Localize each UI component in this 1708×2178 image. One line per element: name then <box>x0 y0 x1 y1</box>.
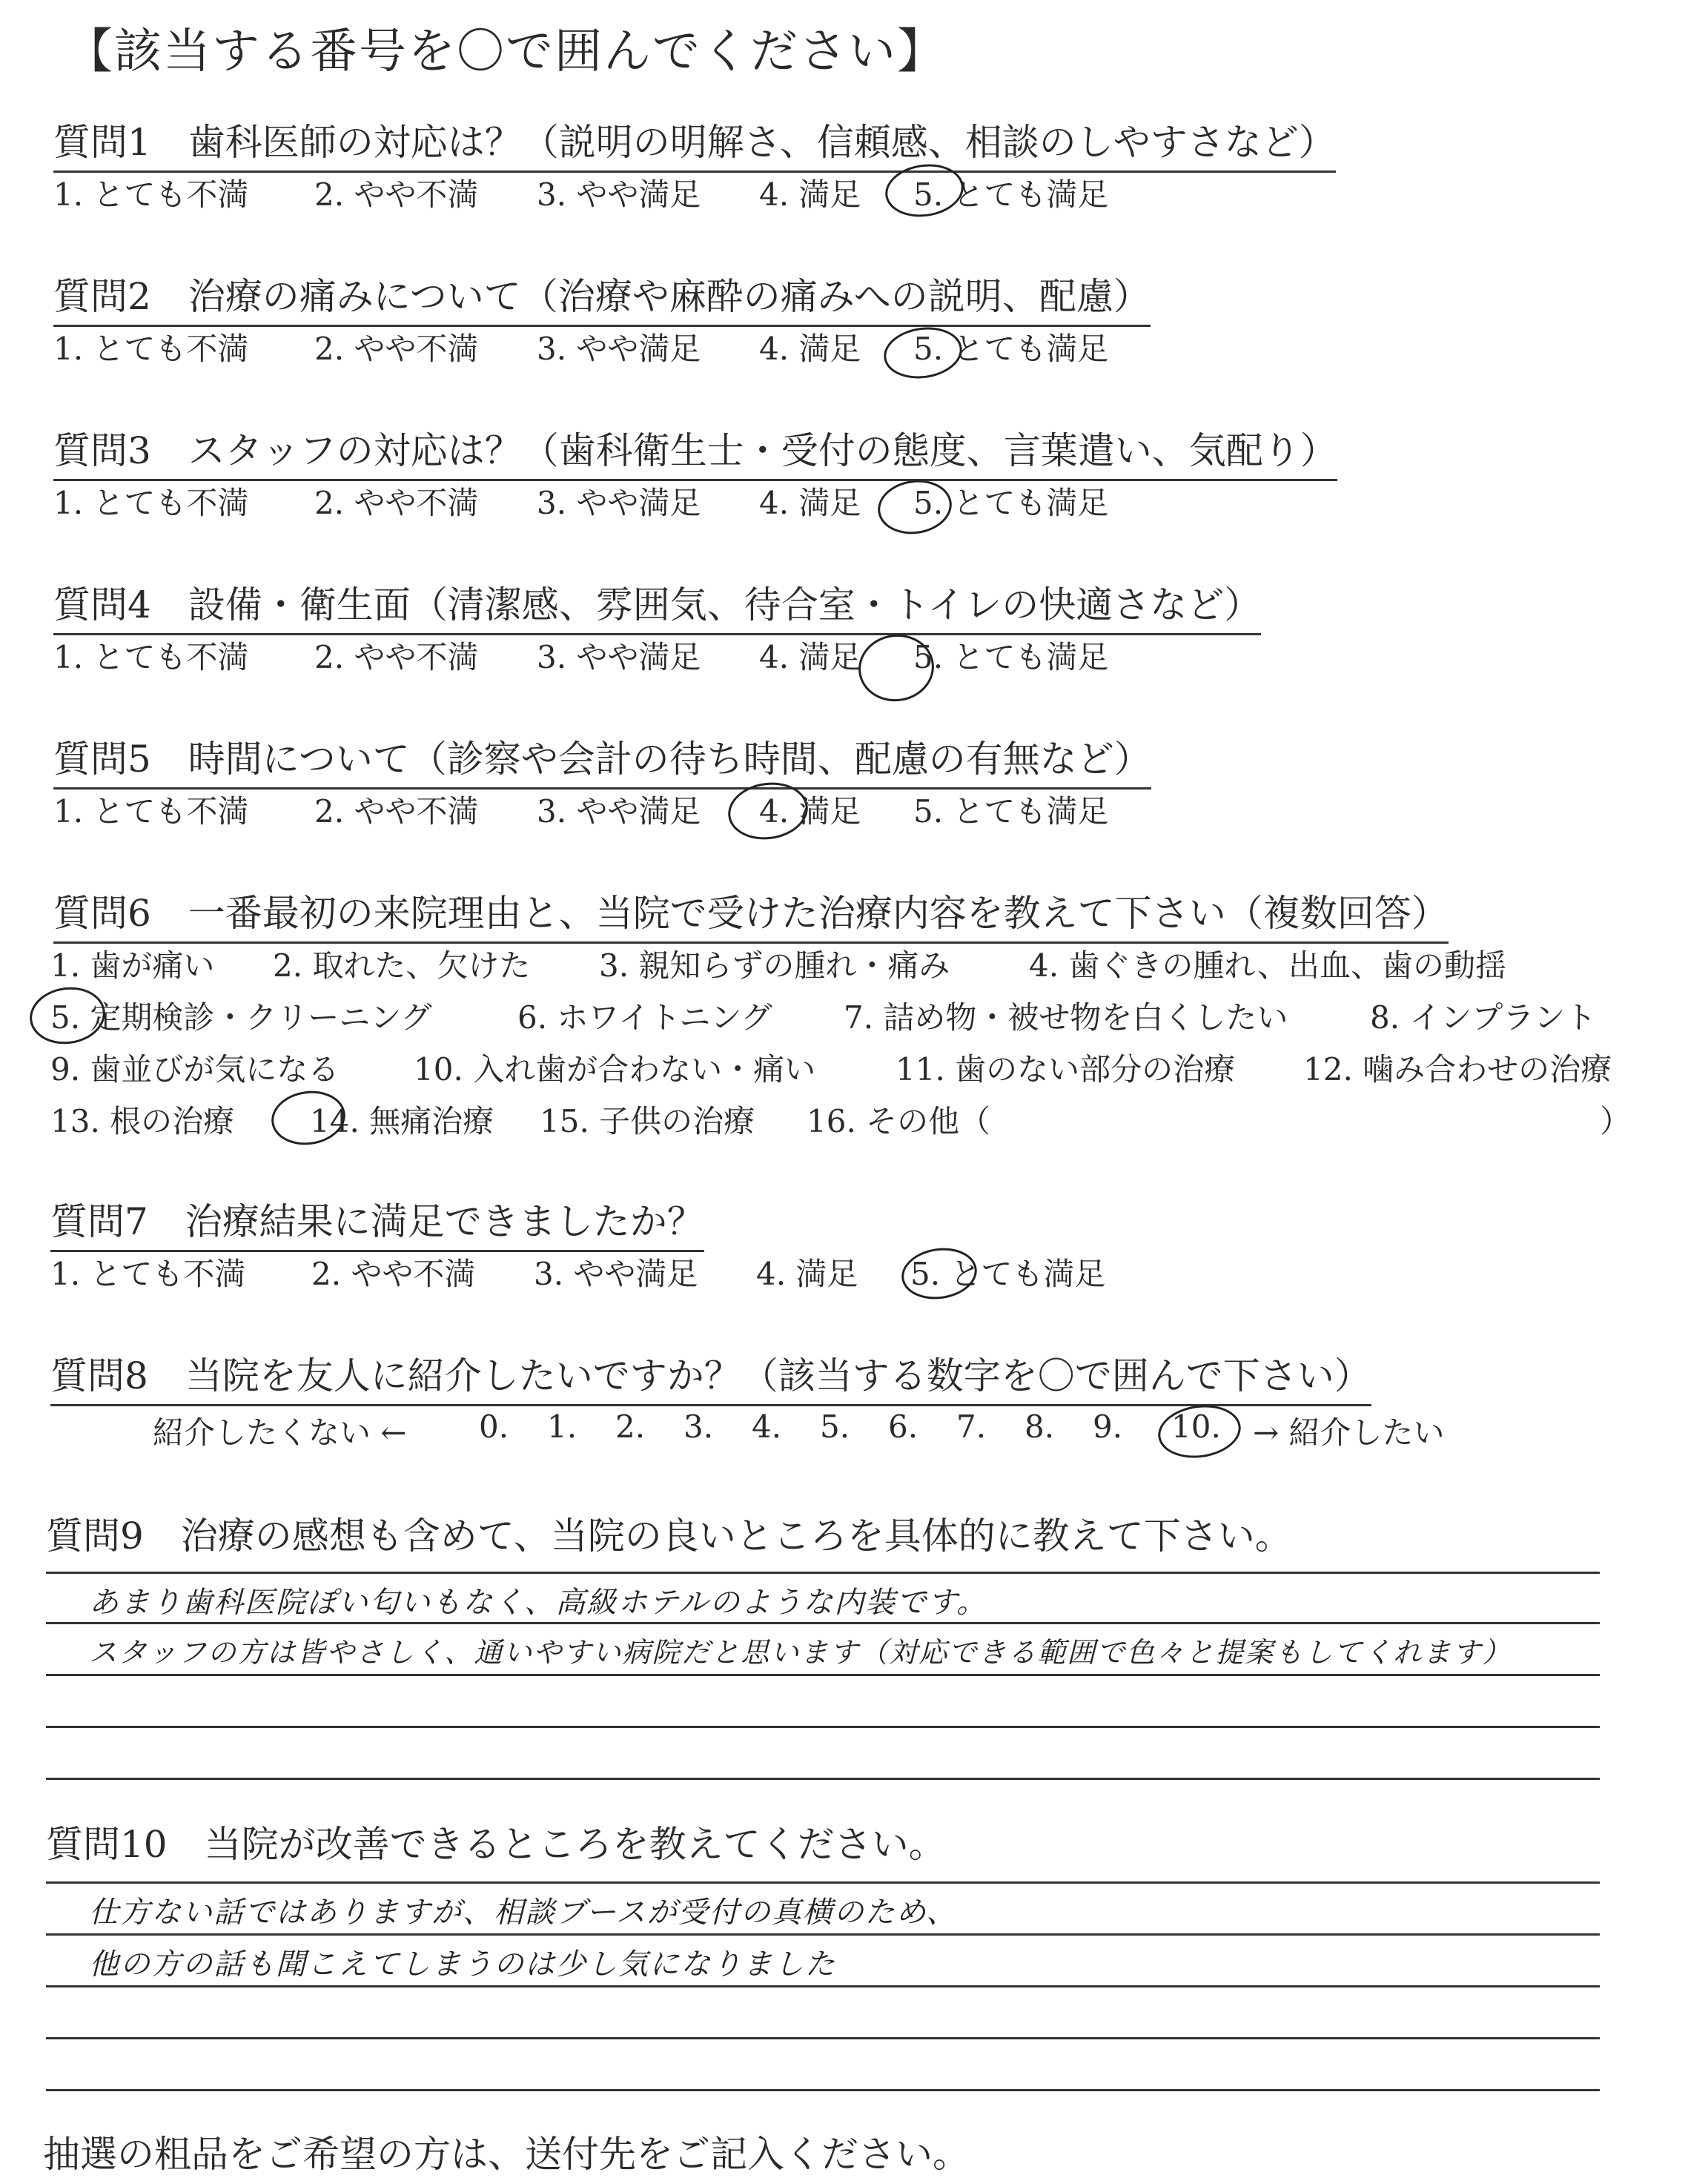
q6-option-6[interactable]: 6. ホワイトニング <box>517 999 772 1036</box>
question-1-title: 質問1 歯科医師の対応は？（説明の明解さ、信頼感、相談のしやすさなど） <box>53 113 1336 173</box>
scale-4[interactable]: 4. <box>752 1409 782 1445</box>
option-5[interactable]: 5. とても満足 <box>913 176 1109 213</box>
option-4[interactable]: 4. 満足 <box>759 176 861 213</box>
q6-option-4[interactable]: 4. 歯ぐきの腫れ、出血、歯の動揺 <box>1029 947 1506 984</box>
scale-7[interactable]: 7. <box>956 1409 987 1445</box>
q6-other-close: ） <box>1600 1103 1632 1139</box>
option-3[interactable]: 3. やや満足 <box>537 639 701 675</box>
footer-note: 抽選の粗品をご希望の方は、送付先をご記入ください。 <box>43 2133 970 2176</box>
option-2[interactable]: 2. やや不満 <box>314 176 479 213</box>
question-3-title: 質問3 スタッフの対応は？（歯科衛生士・受付の態度、言葉遣い、気配り） <box>53 421 1337 481</box>
q6-option-3[interactable]: 3. 親知らずの腫れ・痛み <box>599 947 950 984</box>
option-4[interactable]: 4. 満足 <box>759 639 861 675</box>
question-6-title: 質問6 一番最初の来院理由と、当院で受けた治療内容を教えて下さい（複数回答） <box>53 884 1449 944</box>
q6-option-13[interactable]: 13. 根の治療 <box>50 1103 235 1139</box>
scale-1[interactable]: 1. <box>547 1409 577 1445</box>
answer-line <box>46 2089 1600 2091</box>
question-8-title: 質問8 当院を友人に紹介したいですか？（該当する数字を〇で囲んで下さい） <box>50 1346 1371 1406</box>
q6-option-7[interactable]: 7. 詰め物・被せ物を白くしたい <box>844 999 1288 1036</box>
scale-10[interactable]: 10. <box>1171 1409 1221 1445</box>
answer-line <box>46 1881 1600 1884</box>
option-4[interactable]: 4. 満足 <box>759 331 861 367</box>
question-6-options <box>50 941 1666 1164</box>
scale-left-label: 紹介したくない ← <box>153 1414 407 1451</box>
handwritten-answer-line-1: 仕方ない話ではありますが、相談ブースが受付の真横のため、 <box>89 1896 958 1930</box>
question-2-title: 質問2 治療の痛みについて（治療や麻酔の痛みへの説明、配慮） <box>53 267 1151 327</box>
option-3[interactable]: 3. やや満足 <box>537 331 701 367</box>
q6-option-12[interactable]: 12. 噛み合わせの治療 <box>1303 1051 1612 1088</box>
option-2[interactable]: 2. やや不満 <box>311 1256 476 1292</box>
q6-option-15[interactable]: 15. 子供の治療 <box>540 1103 755 1139</box>
question-8-scale <box>153 1409 1524 1453</box>
q6-option-9[interactable]: 9. 歯並びが気になる <box>50 1051 340 1088</box>
handwritten-answer-line-1: あまり歯科医院ぽい匂いもなく、高級ホテルのような内装です。 <box>89 1586 987 1620</box>
question-2-options <box>53 325 1239 369</box>
answer-line <box>46 1726 1600 1728</box>
answer-line <box>46 1572 1600 1574</box>
option-4[interactable]: 4. 満足 <box>759 485 861 521</box>
answer-line <box>46 1778 1600 1780</box>
answer-line <box>46 2037 1600 2039</box>
option-2[interactable]: 2. やや不満 <box>314 485 479 521</box>
option-1[interactable]: 1. とても不満 <box>53 639 249 675</box>
option-2[interactable]: 2. やや不満 <box>314 331 479 367</box>
option-5[interactable]: 5. とても満足 <box>913 793 1109 830</box>
question-9-title: 質問9 治療の感想も含めて、当院の良いところを具体的に教えて下さい。 <box>46 1515 1292 1558</box>
option-3[interactable]: 3. やや満足 <box>534 1256 698 1292</box>
option-5[interactable]: 5. とても満足 <box>910 1256 1106 1292</box>
scale-8[interactable]: 8. <box>1025 1409 1055 1445</box>
q6-option-14[interactable]: 14. 無痛治療 <box>310 1103 494 1139</box>
question-5-title: 質問5 時間について（診察や会計の待ち時間、配慮の有無など） <box>53 729 1151 790</box>
option-4[interactable]: 4. 満足 <box>759 793 861 830</box>
q6-option-11[interactable]: 11. 歯のない部分の治療 <box>896 1051 1236 1088</box>
selection-circle <box>1155 1400 1245 1463</box>
option-4[interactable]: 4. 満足 <box>756 1256 858 1292</box>
question-1-options <box>53 171 1239 215</box>
scale-2[interactable]: 2. <box>615 1409 646 1445</box>
handwritten-answer-line-2: スタッフの方は皆やさしく、通いやすい病院だと思います（対応できる範囲で色々と提案もしてくれます） <box>89 1636 1512 1669</box>
scale-3[interactable]: 3. <box>683 1409 714 1445</box>
scale-right-label: → 紹介したい <box>1253 1414 1445 1451</box>
answer-line <box>46 1933 1600 1936</box>
q6-option-16[interactable]: 16. その他（ <box>807 1103 991 1139</box>
option-1[interactable]: 1. とても不満 <box>53 793 249 830</box>
option-1[interactable]: 1. とても不満 <box>53 485 249 521</box>
option-3[interactable]: 3. やや満足 <box>537 793 701 830</box>
option-1[interactable]: 1. とても不満 <box>53 331 249 367</box>
q6-option-8[interactable]: 8. インプラント <box>1370 999 1597 1036</box>
option-5[interactable]: 5. とても満足 <box>913 485 1109 521</box>
question-4-title: 質問4 設備・衛生面（清潔感、雰囲気、待合室・トイレの快適さなど） <box>53 575 1261 635</box>
scale-0[interactable]: 0. <box>479 1409 509 1445</box>
q6-option-10[interactable]: 10. 入れ歯が合わない・痛い <box>414 1051 816 1088</box>
question-10-title: 質問10 当院が改善できるところを教えてください。 <box>46 1823 946 1866</box>
scale-9[interactable]: 9. <box>1093 1409 1123 1445</box>
option-1[interactable]: 1. とても不満 <box>50 1256 246 1292</box>
q6-option-5[interactable]: 5. 定期検診・クリーニング <box>50 999 432 1036</box>
option-5[interactable]: 5. とても満足 <box>913 639 1109 675</box>
selection-circle <box>26 982 109 1048</box>
option-5[interactable]: 5. とても満足 <box>913 331 1109 367</box>
option-1[interactable]: 1. とても不満 <box>53 176 249 213</box>
question-4-options <box>53 633 1239 678</box>
form-title: 【該当する番号を〇で囲んでください】 <box>65 24 946 79</box>
option-3[interactable]: 3. やや満足 <box>537 485 701 521</box>
q6-option-1[interactable]: 1. 歯が痛い <box>50 947 215 984</box>
answer-line <box>46 1674 1600 1676</box>
option-3[interactable]: 3. やや満足 <box>537 176 701 213</box>
answer-line <box>46 1622 1600 1624</box>
question-7-options <box>50 1250 1237 1294</box>
question-3-options <box>53 479 1239 523</box>
question-7-title: 質問7 治療結果に満足できましたか？ <box>50 1192 704 1252</box>
scale-6[interactable]: 6. <box>888 1409 918 1445</box>
scale-5[interactable]: 5. <box>820 1409 850 1445</box>
option-2[interactable]: 2. やや不満 <box>314 639 479 675</box>
question-5-options <box>53 787 1239 832</box>
option-2[interactable]: 2. やや不満 <box>314 793 479 830</box>
q6-option-2[interactable]: 2. 取れた、欠けた <box>273 947 531 984</box>
answer-line <box>46 1985 1600 1987</box>
handwritten-answer-line-2: 他の方の話も聞こえてしまうのは少し気になりました <box>89 1947 836 1982</box>
